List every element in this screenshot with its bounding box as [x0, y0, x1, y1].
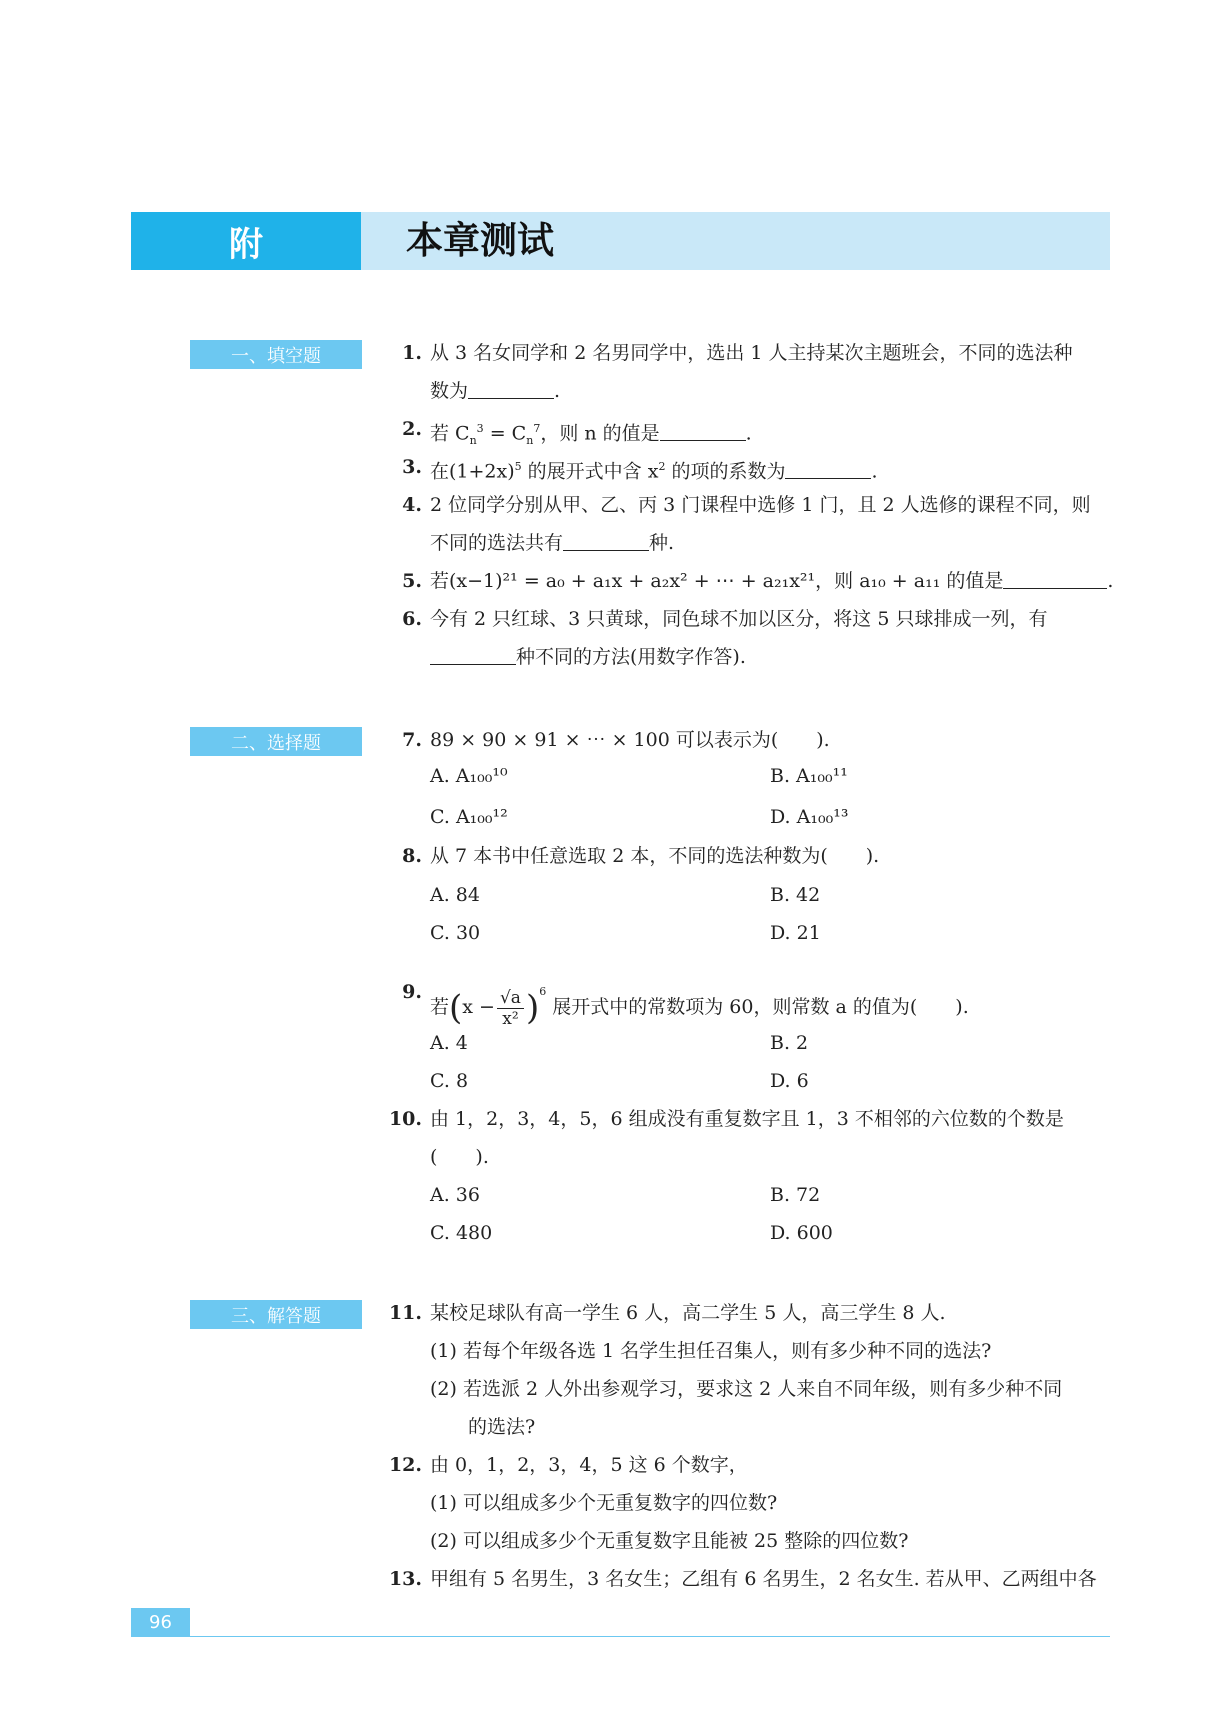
question-number: 10. [388, 1108, 422, 1130]
option-c[interactable]: C. 8 [430, 1070, 469, 1092]
question-10-line-2: ( ). [430, 1146, 489, 1168]
option-b[interactable]: B. 72 [770, 1184, 821, 1206]
question-3: 3. 在$(1+2x)^5$ 的展开式中含 $x^2$ 的项的系数为 . [430, 454, 878, 484]
answer-blank[interactable] [430, 644, 516, 665]
question-text: 甲组有 5 名男生，3 名女生；乙组有 6 名男生，2 名女生. 若从甲、乙两组中各 [430, 1568, 1097, 1590]
option-b[interactable]: B. 42 [770, 884, 821, 906]
question-text: 由 0，1，2，3，4，5 这 6 个数字， [430, 1454, 748, 1476]
option-d[interactable]: D. 21 [770, 922, 821, 944]
question-9: 9. 若(x − $\frac{√a}{\text{x²}}$ )$^6$ 展开式中的常数项为 60，则常数 a 的值为( ). [430, 966, 969, 1034]
question-number: 1. [402, 342, 422, 364]
option-b[interactable]: B. 2 [770, 1032, 809, 1054]
numerator: √a [497, 988, 524, 1009]
question-text: 今有 2 只红球、3 只黄球，同色球不加以区分，将这 5 只球排成一列，有 [430, 608, 1048, 630]
answer-blank[interactable] [563, 530, 649, 551]
option-c[interactable]: C. 30 [430, 922, 481, 944]
question-text: 从 3 名女同学和 2 名男同学中，选出 1 人主持某次主题班会，不同的选法种 [430, 342, 1073, 364]
text: x − [462, 996, 495, 1018]
text: 若 [430, 996, 450, 1018]
question-8 [402, 843, 880, 869]
question-number: 9. [402, 981, 422, 1003]
question-11 [388, 1300, 946, 1326]
question-number: 7. [402, 729, 422, 751]
option-a[interactable]: A. 4 [430, 1032, 468, 1054]
page-number: 96 [131, 1608, 190, 1637]
option-a[interactable]: A. 36 [430, 1184, 480, 1206]
footer-rule [190, 1636, 1110, 1637]
question-1 [402, 340, 1073, 366]
question-6-line-2 [430, 644, 746, 670]
answer-blank[interactable] [660, 420, 746, 441]
option-a[interactable]: A. A₁₀₀¹⁰ [430, 765, 508, 787]
question-11-part-1: (1) 若每个年级各选 1 名学生担任召集人，则有多少种不同的选法? [430, 1340, 992, 1362]
question-number: 6. [402, 608, 422, 630]
question-12 [388, 1452, 748, 1478]
question-text: 由 1，2，3，4，5，6 组成没有重复数字且 1，3 不相邻的六位数的个数是 [430, 1108, 1064, 1130]
text: . [554, 380, 561, 402]
answer-blank[interactable] [785, 458, 871, 479]
text: . [1107, 570, 1114, 592]
text: 数为 [430, 380, 469, 402]
question-number: 5. [402, 570, 422, 592]
question-number: 3. [402, 456, 422, 478]
question-7 [402, 727, 830, 753]
option-d[interactable]: D. A₁₀₀¹³ [770, 806, 849, 828]
option-b[interactable]: B. A₁₀₀¹¹ [770, 765, 848, 787]
question-number: 13. [388, 1568, 422, 1590]
question-number: 4. [402, 494, 422, 516]
header-tab: 附 [131, 212, 361, 270]
option-c[interactable]: C. A₁₀₀¹² [430, 806, 508, 828]
question-text: 从 7 本书中任意选取 2 本，不同的选法种数为( ). [430, 845, 880, 867]
question-5 [402, 568, 1114, 594]
section-label-fill: 一、填空题 [190, 340, 362, 369]
question-6 [402, 606, 1048, 632]
text: . [745, 422, 752, 445]
text: 的展开式中含 x [521, 460, 659, 483]
section-label-answer: 三、解答题 [190, 1300, 362, 1329]
question-text: 2 位同学分别从甲、乙、丙 3 门课程中选修 1 门，且 2 人选修的课程不同，则 [430, 494, 1091, 516]
option-c[interactable]: C. 480 [430, 1222, 493, 1244]
text: 展开式中的常数项为 60，则常数 a 的值为( ). [552, 996, 969, 1018]
denominator: x² [502, 1008, 519, 1029]
option-d[interactable]: D. 6 [770, 1070, 809, 1092]
question-13 [388, 1566, 1097, 1592]
option-d[interactable]: D. 600 [770, 1222, 833, 1244]
text: 种. [649, 532, 675, 554]
question-4 [402, 492, 1091, 518]
question-text: 89 × 90 × 91 × ⋯ × 100 可以表示为( ). [430, 729, 830, 751]
answer-blank[interactable] [1003, 568, 1107, 589]
question-12-part-1: (1) 可以组成多少个无重复数字的四位数? [430, 1492, 778, 1514]
question-11-part-2-cont: 的选法? [468, 1416, 536, 1438]
question-2: 2. 若 $C_n^3 = C_n^7$，则 n 的值是 . [430, 416, 752, 454]
chapter-header [131, 212, 1110, 270]
text: . [871, 460, 878, 483]
question-text: 若(x−1)²¹ = a₀ + a₁x + a₂x² + ⋯ + a₂₁x²¹，则 a₁₀ + a₁₁ 的值是 [430, 570, 1004, 592]
question-1-line-2 [430, 378, 560, 404]
text: 若 C [430, 422, 470, 445]
question-number: 2. [402, 418, 422, 440]
question-text: 某校足球队有高一学生 6 人，高二学生 5 人，高三学生 8 人. [430, 1302, 946, 1324]
text: 不同的选法共有 [430, 532, 564, 554]
answer-blank[interactable] [468, 378, 554, 399]
question-4-line-2 [430, 530, 674, 556]
text: 的项的系数为 [665, 460, 786, 483]
text: 在(1+2x) [430, 460, 515, 483]
page-title: 本章测试 [406, 219, 554, 262]
question-11-part-2: (2) 若选派 2 人外出参观学习，要求这 2 人来自不同年级，则有多少种不同 [430, 1378, 1063, 1400]
question-number: 8. [402, 845, 422, 867]
question-number: 12. [388, 1454, 422, 1476]
text: = C [483, 422, 527, 445]
question-number: 11. [388, 1302, 422, 1324]
text: ，则 n 的值是 [540, 422, 660, 445]
question-12-part-2: (2) 可以组成多少个无重复数字且能被 25 整除的四位数? [430, 1530, 909, 1552]
option-a[interactable]: A. 84 [430, 884, 480, 906]
text: 种不同的方法(用数字作答). [516, 646, 746, 668]
section-label-choice: 二、选择题 [190, 727, 362, 756]
exponent: 6 [539, 985, 547, 998]
fraction [497, 988, 524, 1029]
question-10 [388, 1106, 1064, 1132]
